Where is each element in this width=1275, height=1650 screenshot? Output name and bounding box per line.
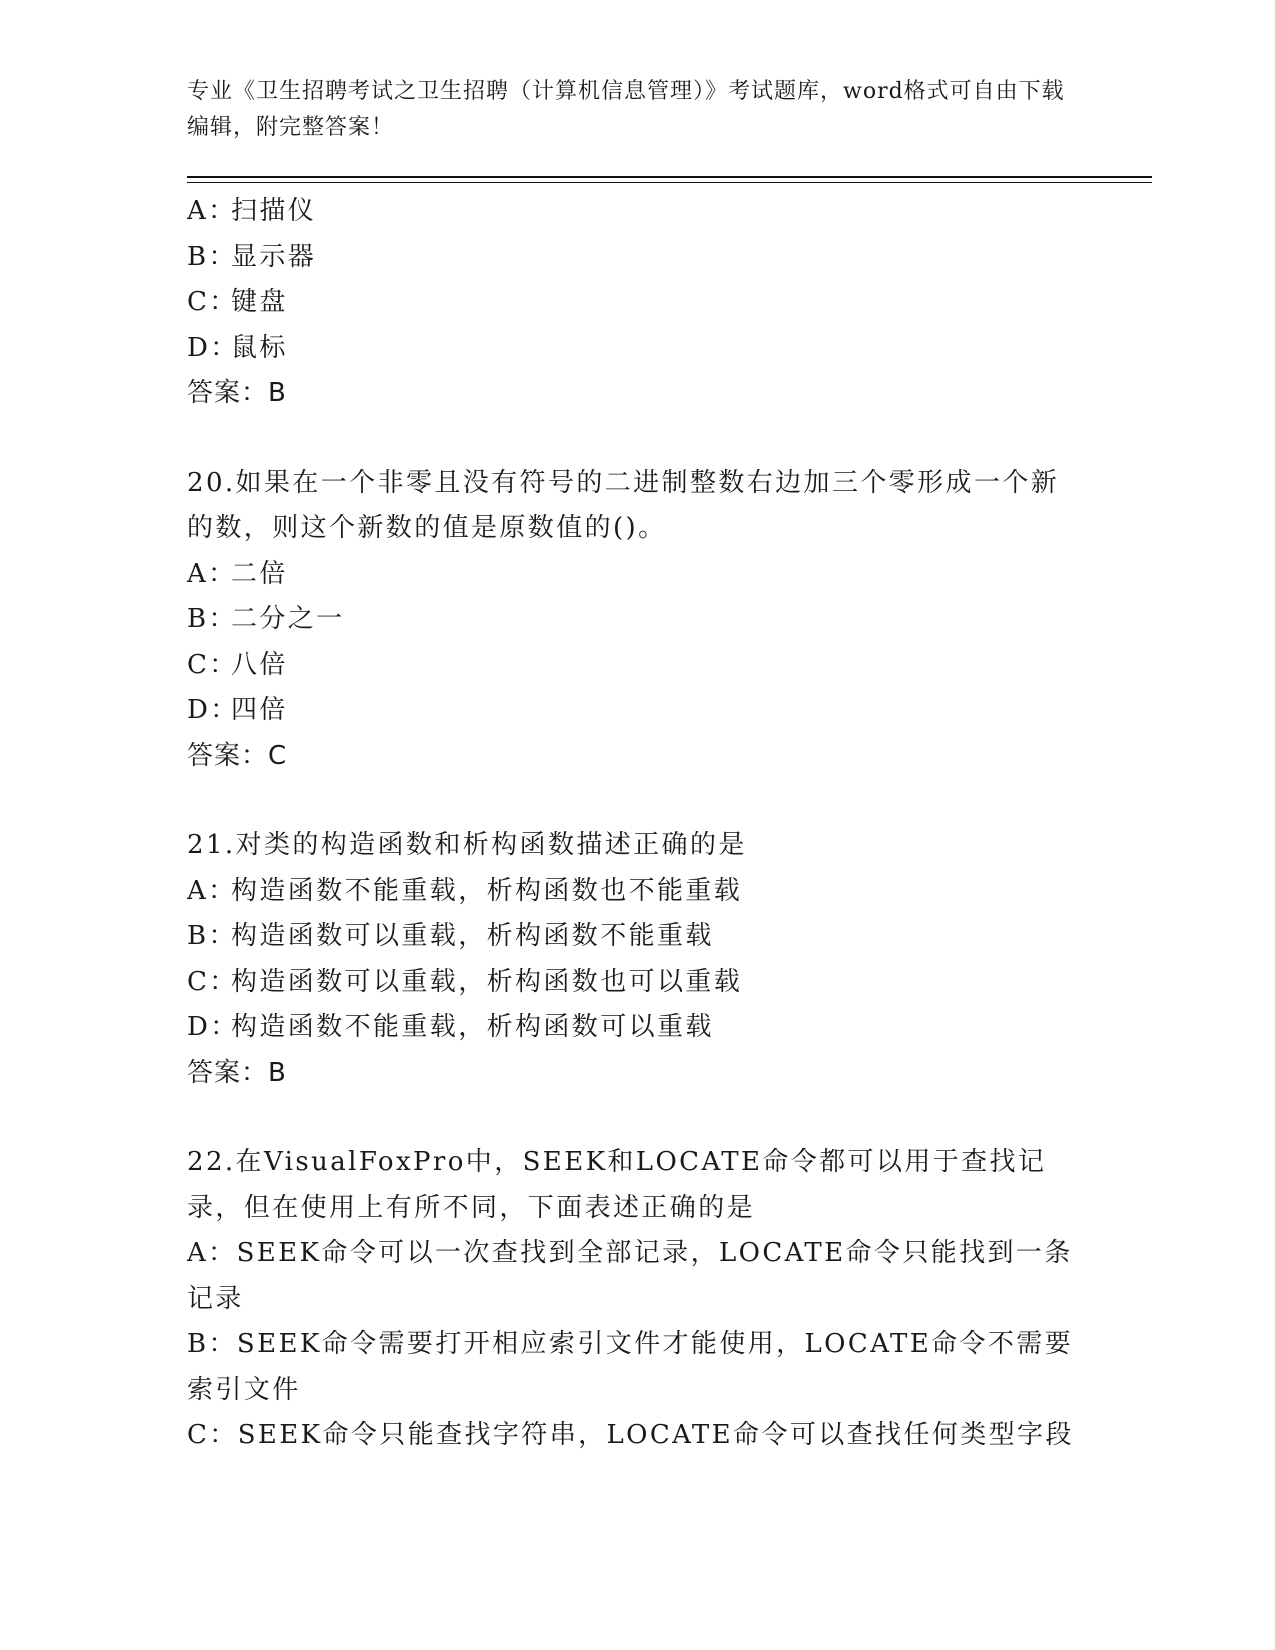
option-c: C：构造函数可以重载，析构函数也可以重载 [187,966,743,997]
spacer [187,1096,1087,1140]
document-header: 专业《卫生招聘考试之卫生招聘（计算机信息管理）》考试题库，word格式可自由下载编辑，附完整答案！ [187,79,1065,140]
question-stem: 21.对类的构造函数和析构函数描述正确的是 [187,830,747,860]
answer: 答案：C [187,740,288,771]
option-a: A：构造函数不能重载，析构函数也不能重载 [187,875,743,906]
answer: 答案：B [187,378,287,408]
question-stem: 20.如果在一个非零且没有符号的二进制整数右边加三个零形成一个新的数，则这个新数的值是原数值的()。 [187,467,1060,543]
header-rule-thick [187,176,1152,178]
option-d: D：构造函数不能重载，析构函数可以重载 [187,1012,714,1042]
option-d: D：四倍 [187,695,288,725]
option-a: A：扫描仪 [187,196,317,226]
question-19 [187,189,1087,417]
option-b: B：SEEK命令需要打开相应索引文件才能使用，LOCATE命令不需要索引文件 [187,1329,1074,1405]
header-rule-thin [187,182,1152,183]
question-20 [187,461,1087,780]
option-b: B：二分之一 [187,604,345,634]
option-c: C：SEEK命令只能查找字符串，LOCATE命令可以查找任何类型字段 [187,1420,1074,1450]
question-22 [187,1140,1087,1459]
option-b: B：构造函数可以重载，析构函数不能重载 [187,921,714,951]
option-d: D：鼠标 [187,332,288,363]
option-a: A：SEEK命令可以一次查找到全部记录，LOCATE命令只能找到一条记录 [187,1238,1073,1314]
question-stem: 22.在VisualFoxPro中，SEEK和LOCATE命令都可以用于查找记录，但在使用上有所不同，下面表述正确的是 [187,1147,1047,1223]
question-21 [187,823,1087,1096]
question-content [187,189,1087,1459]
spacer [187,417,1087,461]
option-c: C：八倍 [187,649,288,680]
answer: 答案：B [187,1057,287,1088]
option-c: C：键盘 [187,287,288,317]
spacer [187,779,1087,823]
option-a: A：二倍 [187,558,288,589]
option-b: B：显示器 [187,241,317,272]
